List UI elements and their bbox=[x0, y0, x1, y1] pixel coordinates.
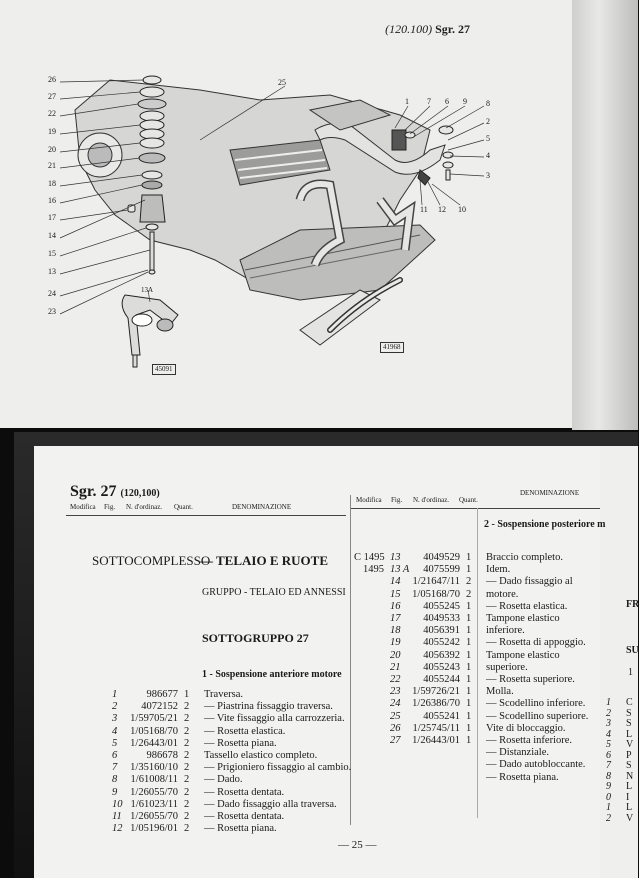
figure-id-left: 45091 bbox=[152, 364, 176, 375]
top-header-title: Sgr. 27 bbox=[435, 22, 470, 36]
left-desc-cell: Tassello elastico completo. bbox=[204, 750, 318, 762]
far-right-letter: P bbox=[626, 749, 632, 761]
header-rule-right bbox=[350, 508, 600, 509]
left-qty bbox=[184, 689, 189, 835]
far-right-num: 1 bbox=[606, 697, 611, 708]
column-divider-right bbox=[477, 508, 478, 818]
right-desc-cell: — Rosetta piana. bbox=[486, 771, 559, 783]
left-desc-cell: — Dado. bbox=[204, 774, 243, 786]
page-number: — 25 — bbox=[338, 839, 377, 851]
callout-12: 12 bbox=[438, 205, 446, 214]
callout-2: 2 bbox=[486, 117, 490, 126]
callout-13a: 13A bbox=[141, 286, 154, 294]
right-qty-cell: 1 bbox=[466, 661, 472, 673]
left-part: 1/61023/11 bbox=[130, 798, 178, 810]
right-fig: 13 A bbox=[390, 564, 410, 576]
right-qty-cell: 1 bbox=[466, 710, 472, 722]
left-part: 4072152 bbox=[141, 701, 178, 713]
left-fig: 3 bbox=[112, 713, 118, 725]
left-qty-cell: 2 bbox=[184, 774, 190, 786]
callout-6: 6 bbox=[445, 97, 449, 106]
left-fig: 2 bbox=[112, 701, 118, 713]
left-fig: 11 bbox=[112, 811, 122, 823]
col-header-denominazione: DENOMINAZIONE bbox=[232, 503, 292, 511]
col-header-fig-2: Fig. bbox=[391, 496, 403, 504]
right-desc-cell: — Rosetta elastica. bbox=[486, 600, 568, 612]
left-fig: 5 bbox=[112, 737, 118, 749]
right-part: 4049533 bbox=[423, 613, 460, 625]
left-part: 986677 bbox=[146, 689, 178, 700]
right-desc-cell: — Scodellino inferiore. bbox=[486, 698, 586, 710]
callout-7: 7 bbox=[427, 97, 431, 106]
far-right-num: 8 bbox=[606, 770, 611, 782]
col-header-denominazione-2: DENOMINAZIONE bbox=[520, 489, 580, 497]
sottocomplesso-label: SOTTOCOMPLESSO bbox=[92, 553, 211, 568]
right-qty-cell: 1 bbox=[466, 698, 472, 710]
left-qty-cell: 2 bbox=[184, 823, 190, 835]
right-desc-cell: — Scodellino superiore. bbox=[486, 710, 589, 722]
right-fig: 20 bbox=[390, 649, 401, 661]
right-mods bbox=[354, 552, 385, 576]
right-part: 1/21647/11 bbox=[412, 576, 460, 588]
left-desc-cell: — Piastrina fissaggio traversa. bbox=[204, 701, 333, 713]
left-fig: 8 bbox=[112, 774, 118, 786]
far-right-letter: L bbox=[626, 728, 633, 740]
callout-26: 26 bbox=[48, 75, 56, 84]
bottom-page-title bbox=[70, 484, 160, 500]
right-part: 4055245 bbox=[423, 600, 460, 612]
gruppo-label: GRUPPO - TELAIO ED ANNESSI bbox=[202, 587, 346, 598]
far-right-num: 1 bbox=[606, 802, 611, 813]
right-part: 4075599 bbox=[423, 564, 460, 576]
right-part: 1/26443/01 bbox=[412, 735, 460, 747]
left-qty-cell: 2 bbox=[184, 737, 190, 749]
right-fig: 15 bbox=[390, 588, 401, 600]
right-fig: 18 bbox=[390, 625, 401, 637]
left-part: 986678 bbox=[146, 750, 178, 762]
right-figs bbox=[390, 552, 409, 747]
callout-25: 25 bbox=[278, 78, 286, 87]
left-qty-cell: 1 bbox=[184, 689, 190, 700]
far-right-letters bbox=[626, 698, 633, 824]
callout-1: 1 bbox=[405, 97, 409, 106]
callout-19: 19 bbox=[48, 127, 56, 136]
telaio-label: — TELAIO E RUOTE bbox=[200, 553, 328, 568]
callout-4: 4 bbox=[486, 151, 490, 160]
right-part: 4055242 bbox=[423, 637, 460, 649]
callout-24: 24 bbox=[48, 289, 56, 298]
left-part: 1/26055/70 bbox=[130, 786, 178, 798]
right-qty-cell: 1 bbox=[466, 625, 472, 637]
right-fig: 24 bbox=[390, 698, 401, 710]
right-fig: 14 bbox=[390, 576, 401, 588]
left-parts bbox=[126, 689, 178, 835]
left-fig: 4 bbox=[112, 725, 118, 737]
col-header-quant-2: Quant. bbox=[459, 496, 478, 504]
left-desc-cell: — Rosetta dentata. bbox=[204, 786, 285, 798]
right-qty-cell: 1 bbox=[466, 649, 472, 661]
right-qty bbox=[466, 552, 471, 747]
left-qty-cell: 2 bbox=[184, 798, 190, 810]
right-qty-cell: 1 bbox=[466, 674, 472, 686]
left-desc-cell: — Prigioniero fissaggio al cambio. bbox=[204, 762, 352, 774]
top-page-edge bbox=[572, 0, 638, 430]
right-qty-cell: 1 bbox=[466, 686, 472, 698]
left-qty-cell: 2 bbox=[184, 713, 190, 725]
far-right-letter: V bbox=[626, 739, 634, 750]
right-qty-cell: 1 bbox=[466, 722, 472, 734]
figure-id-right: 41968 bbox=[380, 342, 404, 353]
far-right-letter: I bbox=[626, 791, 630, 803]
callout-11: 11 bbox=[420, 205, 428, 214]
right-desc-cell: Tampone elastico inferiore. bbox=[486, 613, 560, 637]
left-part: 1/59705/21 bbox=[130, 713, 178, 725]
right-desc-cell: Vite di bloccaggio. bbox=[486, 722, 566, 734]
section-1-title: 1 - Sospensione anteriore motore bbox=[202, 669, 342, 680]
far-right-su: SU bbox=[626, 645, 639, 656]
right-fig: 21 bbox=[390, 661, 401, 673]
top-page bbox=[0, 0, 578, 428]
left-qty-cell: 2 bbox=[184, 762, 190, 774]
callout-13: 13 bbox=[48, 267, 56, 276]
left-desc-cell: — Rosetta piana. bbox=[204, 823, 277, 835]
right-desc-cell: — Dado autobloccante. bbox=[486, 759, 586, 771]
far-right-nums bbox=[606, 698, 611, 824]
col-header-modifica-2: Modifica bbox=[356, 496, 382, 504]
left-fig: 10 bbox=[112, 798, 123, 810]
right-desc-cell: Tampone elastico superiore. bbox=[486, 649, 560, 673]
left-fig: 9 bbox=[112, 786, 118, 798]
right-part: 4055241 bbox=[423, 710, 460, 722]
right-part: 1/59726/21 bbox=[412, 686, 460, 698]
right-part: 4056392 bbox=[423, 649, 460, 661]
bracket-detail-icon bbox=[122, 295, 178, 367]
left-qty-cell: 2 bbox=[184, 786, 190, 798]
right-qty-cell: 1 bbox=[466, 600, 472, 612]
right-mod: 1495 bbox=[363, 564, 384, 576]
callout-18: 18 bbox=[48, 179, 56, 188]
left-desc-cell: — Vite fissaggio alla carrozzeria. bbox=[204, 713, 345, 725]
right-part: 4056391 bbox=[423, 625, 460, 637]
left-desc-cell: Traversa. bbox=[204, 689, 243, 700]
left-part: 1/61008/11 bbox=[130, 774, 178, 786]
left-fig: 1 bbox=[112, 689, 118, 700]
right-desc-cell: Braccio completo. bbox=[486, 552, 563, 563]
far-right-letter: C bbox=[626, 697, 633, 708]
right-fig: 16 bbox=[390, 600, 401, 612]
callout-8: 8 bbox=[486, 99, 490, 108]
left-part: 1/26443/01 bbox=[130, 737, 178, 749]
far-right-num: 7 bbox=[606, 760, 611, 771]
right-fig: 25 bbox=[390, 710, 401, 722]
callout-27: 27 bbox=[48, 92, 56, 101]
far-right-letter: V bbox=[626, 812, 634, 824]
left-desc-cell: — Dado fissaggio alla traversa. bbox=[204, 798, 337, 810]
col-header-nordinaz: N. d'ordinaz. bbox=[126, 503, 163, 511]
callout-15: 15 bbox=[48, 249, 56, 258]
left-part: 1/35160/10 bbox=[130, 762, 178, 774]
exploded-suspension-diagram bbox=[0, 0, 578, 428]
col-header-quant: Quant. bbox=[174, 503, 193, 511]
sottogruppo-label: SOTTOGRUPPO 27 bbox=[202, 631, 309, 645]
left-qty-cell: 2 bbox=[184, 701, 190, 713]
left-desc-cell: — Rosetta elastica. bbox=[204, 725, 286, 737]
left-fig: 12 bbox=[112, 823, 123, 835]
callout-3: 3 bbox=[486, 171, 490, 180]
callout-14: 14 bbox=[48, 231, 56, 240]
callout-5: 5 bbox=[486, 134, 490, 143]
callout-16: 16 bbox=[48, 196, 56, 205]
far-right-num: 2 bbox=[606, 812, 611, 824]
far-right-letter: L bbox=[626, 781, 633, 792]
col-header-nordinaz-2: N. d'ordinaz. bbox=[413, 496, 450, 504]
right-desc bbox=[486, 552, 598, 784]
callout-20: 20 bbox=[48, 145, 56, 154]
right-fig: 26 bbox=[390, 722, 401, 734]
right-qty-cell: 1 bbox=[466, 637, 472, 649]
col-header-fig: Fig. bbox=[104, 503, 116, 511]
right-qty-cell: 1 bbox=[466, 613, 472, 625]
callout-23: 23 bbox=[48, 307, 56, 316]
right-parts bbox=[408, 552, 460, 747]
right-qty-cell: 1 bbox=[466, 552, 472, 563]
bottom-title-sub: (120,100) bbox=[120, 488, 160, 499]
left-desc-cell: — Rosetta piana. bbox=[204, 737, 277, 749]
far-right-num: 6 bbox=[606, 749, 611, 761]
right-fig: 19 bbox=[390, 637, 401, 649]
far-right-letter: S bbox=[626, 760, 632, 771]
far-right-num: 9 bbox=[606, 781, 611, 792]
top-page-header bbox=[385, 22, 470, 37]
right-qty-cell: 1 bbox=[466, 735, 472, 747]
far-right-num: 0 bbox=[606, 791, 611, 803]
top-header-prefix: (120.100) bbox=[385, 22, 433, 36]
left-qty-cell: 2 bbox=[184, 750, 190, 762]
right-fig: 22 bbox=[390, 674, 401, 686]
header-rule-left bbox=[66, 515, 346, 516]
far-right-one: 1 bbox=[628, 667, 633, 678]
callout-10: 10 bbox=[458, 205, 466, 214]
far-right-letter: S bbox=[626, 718, 632, 729]
callout-22: 22 bbox=[48, 109, 56, 118]
right-mod: C 1495 bbox=[354, 552, 385, 563]
far-right-letter: N bbox=[626, 770, 634, 782]
far-right-num: 3 bbox=[606, 718, 611, 729]
left-desc-cell: — Rosetta dentata. bbox=[204, 811, 285, 823]
left-part: 1/05168/70 bbox=[130, 725, 178, 737]
right-desc-cell: Idem. bbox=[486, 564, 511, 576]
left-figs bbox=[112, 689, 123, 835]
left-qty-cell: 2 bbox=[184, 725, 190, 737]
right-fig: 23 bbox=[390, 686, 401, 698]
right-part: 4055244 bbox=[423, 674, 460, 686]
right-qty-cell: 2 bbox=[466, 576, 472, 588]
left-qty-cell: 2 bbox=[184, 811, 190, 823]
left-desc bbox=[204, 689, 351, 835]
right-desc-cell: — Distanziale. bbox=[486, 747, 549, 759]
left-part: 1/26055/70 bbox=[130, 811, 178, 823]
callout-9: 9 bbox=[463, 97, 467, 106]
callout-17: 17 bbox=[48, 213, 56, 222]
far-right-fr: FR bbox=[626, 599, 639, 610]
col-header-modifica: Modifica bbox=[70, 503, 96, 511]
right-part: 4049529 bbox=[423, 552, 460, 563]
right-desc-cell: — Rosetta di appoggio. bbox=[486, 637, 586, 649]
right-fig: 13 bbox=[390, 552, 401, 563]
right-desc-cell: — Rosetta inferiore. bbox=[486, 735, 573, 747]
right-desc-cell: — Rosetta superiore. bbox=[486, 674, 575, 686]
right-fig: 27 bbox=[390, 735, 401, 747]
far-right-num: 4 bbox=[606, 728, 611, 740]
right-part: 1/26386/70 bbox=[412, 698, 460, 710]
right-fig: 17 bbox=[390, 613, 401, 625]
far-right-letter: L bbox=[626, 802, 633, 813]
right-qty-cell: 2 bbox=[466, 588, 472, 600]
right-part: 4055243 bbox=[423, 661, 460, 673]
left-fig: 7 bbox=[112, 762, 118, 774]
right-part: 1/05168/70 bbox=[412, 588, 460, 600]
right-desc-cell: — Dado fissaggio al motore. bbox=[486, 576, 573, 600]
far-right-num: 5 bbox=[606, 739, 611, 750]
far-right-letter: S bbox=[626, 707, 632, 719]
far-right-num: 2 bbox=[606, 707, 611, 719]
left-fig: 6 bbox=[112, 750, 118, 762]
right-qty-cell: 1 bbox=[466, 564, 472, 576]
right-desc-cell: Molla. bbox=[486, 686, 514, 698]
callout-21: 21 bbox=[48, 161, 56, 170]
left-part: 1/05196/01 bbox=[130, 823, 178, 835]
section-2-title: 2 - Sospensione posteriore m bbox=[484, 519, 606, 530]
bottom-title-text: Sgr. 27 bbox=[70, 483, 117, 500]
right-part: 1/25745/11 bbox=[412, 722, 460, 734]
